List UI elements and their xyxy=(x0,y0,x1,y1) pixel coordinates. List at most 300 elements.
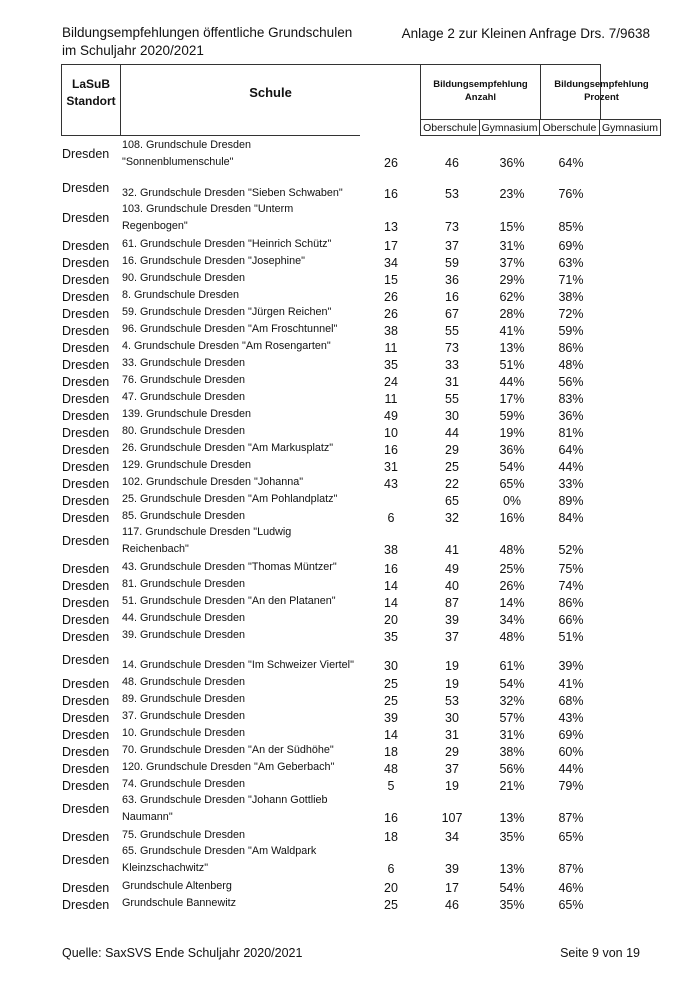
cell-gymnasium-prozent: 41% xyxy=(558,677,584,691)
cell-schule xyxy=(122,321,362,338)
cell-schule-line: 44. Grundschule Dresden xyxy=(122,612,246,624)
cell-gymnasium-prozent: 89% xyxy=(558,494,584,508)
subheader-gymnasium-anzahl: Gymnasium xyxy=(479,119,540,136)
cell-oberschule-anzahl: 34 xyxy=(384,256,398,270)
cell-schule-line: 139. Grundschule Dresden xyxy=(122,408,252,420)
cell-gymnasium-anzahl: 59 xyxy=(445,256,459,270)
annex-label: Anlage 2 zur Kleinen Anfrage Drs. 7/9638 xyxy=(401,26,650,41)
table-row xyxy=(0,627,700,644)
cell-standort: Dresden xyxy=(62,630,110,644)
cell-schule-line: 32. Grundschule Dresden "Sieben Schwaben" xyxy=(122,187,343,199)
cell-schule-line: 59. Grundschule Dresden "Jürgen Reichen" xyxy=(122,306,332,318)
cell-oberschule-prozent: 31% xyxy=(499,728,525,742)
cell-schule xyxy=(122,725,362,742)
cell-schule xyxy=(122,457,362,474)
cell-oberschule-anzahl: 49 xyxy=(384,409,398,423)
cell-oberschule-anzahl: 20 xyxy=(384,881,398,895)
cell-schule xyxy=(122,304,362,321)
table-row xyxy=(0,253,700,270)
cell-oberschule-prozent: 54% xyxy=(499,881,525,895)
table-row xyxy=(0,708,700,725)
cell-schule-line: 26. Grundschule Dresden "Am Markusplatz" xyxy=(122,442,334,454)
cell-oberschule-prozent: 32% xyxy=(499,694,525,708)
cell-schule-line: 39. Grundschule Dresden xyxy=(122,629,246,641)
cell-oberschule-anzahl: 14 xyxy=(384,596,398,610)
cell-schule xyxy=(122,389,362,406)
cell-standort: Dresden xyxy=(62,802,110,816)
table-row xyxy=(0,827,700,844)
subheader-oberschule-anzahl: Oberschule xyxy=(420,119,480,136)
cell-gymnasium-anzahl: 30 xyxy=(445,711,459,725)
cell-oberschule-anzahl: 5 xyxy=(387,779,395,793)
cell-oberschule-anzahl: 14 xyxy=(384,728,398,742)
cell-oberschule-prozent: 13% xyxy=(499,341,525,355)
table-row xyxy=(0,355,700,372)
cell-oberschule-prozent: 0% xyxy=(502,494,522,508)
cell-oberschule-anzahl: 48 xyxy=(384,762,398,776)
cell-oberschule-prozent: 36% xyxy=(499,156,525,170)
cell-standort: Dresden xyxy=(62,511,110,525)
cell-standort: Dresden xyxy=(62,762,110,776)
table-row xyxy=(0,423,700,440)
cell-standort: Dresden xyxy=(62,711,110,725)
cell-gymnasium-prozent: 72% xyxy=(558,307,584,321)
cell-gymnasium-anzahl: 34 xyxy=(445,830,459,844)
cell-schule-line: 10. Grundschule Dresden xyxy=(122,727,246,739)
cell-schule-line: 89. Grundschule Dresden xyxy=(122,693,246,705)
cell-schule xyxy=(122,406,362,423)
header-prozent-line1: Bildungsempfehlung xyxy=(554,79,649,90)
cell-schule-line: 47. Grundschule Dresden xyxy=(122,391,246,403)
cell-oberschule-prozent: 35% xyxy=(499,898,525,912)
cell-oberschule-anzahl: 16 xyxy=(384,811,398,825)
cell-standort: Dresden xyxy=(62,830,110,844)
cell-oberschule-anzahl: 35 xyxy=(384,358,398,372)
table-row xyxy=(0,338,700,355)
cell-standort: Dresden xyxy=(62,881,110,895)
cell-gymnasium-anzahl: 32 xyxy=(445,511,459,525)
cell-standort: Dresden xyxy=(62,579,110,593)
cell-schule xyxy=(122,593,362,610)
cell-schule xyxy=(122,508,362,525)
cell-schule xyxy=(122,253,362,270)
cell-schule-line: 61. Grundschule Dresden "Heinrich Schütz" xyxy=(122,238,332,250)
cell-standort: Dresden xyxy=(62,443,110,457)
cell-schule xyxy=(122,423,362,440)
cell-gymnasium-prozent: 85% xyxy=(558,220,584,234)
cell-standort: Dresden xyxy=(62,653,110,667)
cell-gymnasium-prozent: 69% xyxy=(558,239,584,253)
cell-oberschule-prozent: 62% xyxy=(499,290,525,304)
cell-oberschule-prozent: 29% xyxy=(499,273,525,287)
cell-gymnasium-anzahl: 31 xyxy=(445,375,459,389)
table-row xyxy=(0,644,700,674)
cell-oberschule-anzahl: 10 xyxy=(384,426,398,440)
subheader-oberschule-prozent: Oberschule xyxy=(539,119,600,136)
cell-oberschule-anzahl: 18 xyxy=(384,745,398,759)
cell-gymnasium-anzahl: 22 xyxy=(445,477,459,491)
cell-standort: Dresden xyxy=(62,898,110,912)
cell-standort: Dresden xyxy=(62,728,110,742)
cell-oberschule-anzahl: 31 xyxy=(384,460,398,474)
cell-schule xyxy=(122,674,362,691)
cell-gymnasium-prozent: 75% xyxy=(558,562,584,576)
cell-standort: Dresden xyxy=(62,239,110,253)
cell-gymnasium-anzahl: 37 xyxy=(445,762,459,776)
cell-schule-line: 4. Grundschule Dresden "Am Rosengarten" xyxy=(122,340,331,352)
cell-schule-line: 108. Grundschule Dresden xyxy=(122,139,252,151)
table-row xyxy=(0,270,700,287)
cell-oberschule-anzahl: 25 xyxy=(384,694,398,708)
table-row xyxy=(0,172,700,202)
header-anzahl-line1: Bildungsempfehlung xyxy=(433,79,528,90)
subheader-row xyxy=(61,119,658,136)
cell-standort: Dresden xyxy=(62,677,110,691)
cell-oberschule-prozent: 26% xyxy=(499,579,525,593)
cell-oberschule-prozent: 34% xyxy=(499,613,525,627)
cell-gymnasium-prozent: 44% xyxy=(558,460,584,474)
cell-schule xyxy=(122,355,362,372)
cell-oberschule-anzahl: 20 xyxy=(384,613,398,627)
cell-gymnasium-anzahl: 36 xyxy=(445,273,459,287)
cell-schule xyxy=(122,878,362,895)
cell-gymnasium-anzahl: 39 xyxy=(445,613,459,627)
cell-gymnasium-anzahl: 19 xyxy=(445,659,459,673)
table-row xyxy=(0,138,700,172)
cell-standort: Dresden xyxy=(62,562,110,576)
cell-oberschule-prozent: 31% xyxy=(499,239,525,253)
cell-gymnasium-prozent: 48% xyxy=(558,358,584,372)
cell-standort: Dresden xyxy=(62,613,110,627)
cell-standort: Dresden xyxy=(62,375,110,389)
table-row xyxy=(0,372,700,389)
table-border-left xyxy=(61,119,62,136)
cell-gymnasium-anzahl: 53 xyxy=(445,187,459,201)
cell-gymnasium-prozent: 39% xyxy=(558,659,584,673)
header-prozent-line2: Prozent xyxy=(584,92,619,103)
table-row xyxy=(0,440,700,457)
table-row xyxy=(0,776,700,793)
cell-gymnasium-prozent: 65% xyxy=(558,830,584,844)
cell-oberschule-anzahl: 6 xyxy=(387,511,395,525)
cell-gymnasium-prozent: 64% xyxy=(558,156,584,170)
table-row xyxy=(0,576,700,593)
cell-oberschule-prozent: 57% xyxy=(499,711,525,725)
cell-gymnasium-anzahl: 87 xyxy=(445,596,459,610)
cell-schule-line: 102. Grundschule Dresden "Johanna" xyxy=(122,476,304,488)
cell-gymnasium-prozent: 56% xyxy=(558,375,584,389)
cell-schule xyxy=(122,137,362,171)
cell-gymnasium-anzahl: 44 xyxy=(445,426,459,440)
cell-oberschule-anzahl: 30 xyxy=(384,659,398,673)
cell-oberschule-prozent: 28% xyxy=(499,307,525,321)
cell-gymnasium-anzahl: 25 xyxy=(445,460,459,474)
cell-gymnasium-anzahl: 29 xyxy=(445,745,459,759)
cell-schule xyxy=(122,827,362,844)
cell-oberschule-prozent: 25% xyxy=(499,562,525,576)
cell-schule-line: 74. Grundschule Dresden xyxy=(122,778,246,790)
cell-oberschule-anzahl: 14 xyxy=(384,579,398,593)
cell-gymnasium-prozent: 74% xyxy=(558,579,584,593)
cell-schule xyxy=(122,440,362,457)
cell-schule-line: Kleinzschachwitz" xyxy=(122,862,209,874)
cell-oberschule-prozent: 21% xyxy=(499,779,525,793)
cell-gymnasium-anzahl: 17 xyxy=(445,881,459,895)
cell-oberschule-prozent: 41% xyxy=(499,324,525,338)
cell-gymnasium-anzahl: 55 xyxy=(445,324,459,338)
header-standort-line2: Standort xyxy=(66,93,116,108)
table-row xyxy=(0,844,700,878)
cell-oberschule-prozent: 13% xyxy=(499,862,525,876)
cell-schule xyxy=(122,576,362,593)
cell-gymnasium-prozent: 81% xyxy=(558,426,584,440)
cell-standort: Dresden xyxy=(62,409,110,423)
cell-schule-line: 14. Grundschule Dresden "Im Schweizer Viertel" xyxy=(122,659,354,671)
cell-oberschule-anzahl: 16 xyxy=(384,187,398,201)
header-anzahl xyxy=(421,65,541,120)
cell-gymnasium-anzahl: 29 xyxy=(445,443,459,457)
table-row xyxy=(0,895,700,912)
cell-standort: Dresden xyxy=(62,392,110,406)
cell-gymnasium-prozent: 43% xyxy=(558,711,584,725)
cell-schule-line: Grundschule Altenberg xyxy=(122,880,232,892)
cell-oberschule-prozent: 14% xyxy=(499,596,525,610)
cell-schule xyxy=(122,657,362,674)
cell-schule-line: 96. Grundschule Dresden "Am Froschtunnel" xyxy=(122,323,338,335)
cell-schule-line: 117. Grundschule Dresden "Ludwig xyxy=(122,526,292,538)
cell-oberschule-anzahl: 16 xyxy=(384,562,398,576)
cell-schule-line: 76. Grundschule Dresden xyxy=(122,374,246,386)
cell-schule xyxy=(122,691,362,708)
cell-gymnasium-anzahl: 55 xyxy=(445,392,459,406)
cell-standort: Dresden xyxy=(62,745,110,759)
cell-oberschule-anzahl: 26 xyxy=(384,307,398,321)
cell-gymnasium-anzahl: 33 xyxy=(445,358,459,372)
cell-gymnasium-anzahl: 40 xyxy=(445,579,459,593)
cell-schule xyxy=(122,185,362,202)
cell-oberschule-anzahl: 18 xyxy=(384,830,398,844)
cell-gymnasium-prozent: 87% xyxy=(558,811,584,825)
page-number: Seite 9 von 19 xyxy=(560,946,640,960)
cell-standort: Dresden xyxy=(62,694,110,708)
cell-gymnasium-anzahl: 30 xyxy=(445,409,459,423)
cell-schule-line: 33. Grundschule Dresden xyxy=(122,357,246,369)
cell-gymnasium-prozent: 33% xyxy=(558,477,584,491)
cell-schule-line: 37. Grundschule Dresden xyxy=(122,710,246,722)
cell-gymnasium-anzahl: 49 xyxy=(445,562,459,576)
table-row xyxy=(0,474,700,491)
cell-schule-line: Naumann" xyxy=(122,811,173,823)
cell-oberschule-anzahl: 11 xyxy=(384,392,398,406)
cell-gymnasium-prozent: 71% xyxy=(558,273,584,287)
cell-standort: Dresden xyxy=(62,181,110,195)
cell-gymnasium-anzahl: 73 xyxy=(445,341,459,355)
cell-oberschule-prozent: 59% xyxy=(499,409,525,423)
cell-gymnasium-anzahl: 65 xyxy=(445,494,459,508)
cell-schule xyxy=(122,610,362,627)
cell-schule xyxy=(122,287,362,304)
table-row xyxy=(0,406,700,423)
table-row xyxy=(0,674,700,691)
cell-gymnasium-anzahl: 16 xyxy=(445,290,459,304)
cell-gymnasium-anzahl: 41 xyxy=(445,543,459,557)
cell-standort: Dresden xyxy=(62,307,110,321)
cell-schule-line: 103. Grundschule Dresden "Unterm xyxy=(122,203,294,215)
table-row xyxy=(0,491,700,508)
cell-oberschule-prozent: 35% xyxy=(499,830,525,844)
cell-gymnasium-prozent: 69% xyxy=(558,728,584,742)
table-row xyxy=(0,457,700,474)
cell-standort: Dresden xyxy=(62,211,110,225)
cell-gymnasium-prozent: 66% xyxy=(558,613,584,627)
title-line-2: im Schuljahr 2020/2021 xyxy=(62,43,204,58)
cell-gymnasium-anzahl: 39 xyxy=(445,862,459,876)
cell-schule xyxy=(122,201,362,235)
cell-standort: Dresden xyxy=(62,494,110,508)
table-row xyxy=(0,202,700,236)
cell-standort: Dresden xyxy=(62,324,110,338)
source-note: Quelle: SaxSVS Ende Schuljahr 2020/2021 xyxy=(62,946,303,960)
cell-schule xyxy=(122,792,362,826)
cell-gymnasium-anzahl: 31 xyxy=(445,728,459,742)
table-row xyxy=(0,593,700,610)
cell-standort: Dresden xyxy=(62,477,110,491)
cell-oberschule-prozent: 16% xyxy=(499,511,525,525)
cell-schule-line: 43. Grundschule Dresden "Thomas Müntzer" xyxy=(122,561,337,573)
cell-oberschule-anzahl: 15 xyxy=(384,273,398,287)
cell-schule xyxy=(122,742,362,759)
cell-schule-line: 75. Grundschule Dresden xyxy=(122,829,246,841)
cell-schule-line: 81. Grundschule Dresden xyxy=(122,578,246,590)
cell-oberschule-prozent: 54% xyxy=(499,460,525,474)
cell-schule xyxy=(122,843,362,877)
subheader-gymnasium-prozent: Gymnasium xyxy=(599,119,661,136)
cell-gymnasium-prozent: 44% xyxy=(558,762,584,776)
cell-oberschule-prozent: 13% xyxy=(499,811,525,825)
table-row xyxy=(0,610,700,627)
table-row xyxy=(0,559,700,576)
cell-schule-line: Grundschule Bannewitz xyxy=(122,897,237,909)
cell-schule xyxy=(122,759,362,776)
table-border-under-header xyxy=(61,135,360,136)
table-row xyxy=(0,287,700,304)
document-title xyxy=(62,24,352,60)
cell-oberschule-prozent: 56% xyxy=(499,762,525,776)
table-row xyxy=(0,389,700,406)
cell-schule-line: 120. Grundschule Dresden "Am Geberbach" xyxy=(122,761,335,773)
cell-gymnasium-anzahl: 19 xyxy=(445,677,459,691)
cell-gymnasium-anzahl: 37 xyxy=(445,239,459,253)
cell-gymnasium-anzahl: 46 xyxy=(445,156,459,170)
cell-oberschule-anzahl: 24 xyxy=(384,375,398,389)
cell-schule-line: 51. Grundschule Dresden "An den Platanen" xyxy=(122,595,336,607)
cell-gymnasium-anzahl: 46 xyxy=(445,898,459,912)
cell-gymnasium-prozent: 84% xyxy=(558,511,584,525)
cell-schule-line: 129. Grundschule Dresden xyxy=(122,459,252,471)
cell-oberschule-prozent: 44% xyxy=(499,375,525,389)
cell-gymnasium-anzahl: 67 xyxy=(445,307,459,321)
cell-schule-line: 63. Grundschule Dresden "Johann Gottlieb xyxy=(122,794,328,806)
cell-oberschule-anzahl: 39 xyxy=(384,711,398,725)
cell-oberschule-anzahl: 26 xyxy=(384,290,398,304)
table-row xyxy=(0,525,700,559)
cell-oberschule-prozent: 48% xyxy=(499,630,525,644)
header-schule: Schule xyxy=(121,65,421,120)
table-row xyxy=(0,793,700,827)
cell-oberschule-anzahl: 43 xyxy=(384,477,398,491)
cell-oberschule-prozent: 38% xyxy=(499,745,525,759)
cell-gymnasium-prozent: 87% xyxy=(558,862,584,876)
cell-gymnasium-prozent: 36% xyxy=(558,409,584,423)
cell-oberschule-prozent: 17% xyxy=(499,392,525,406)
title-line-1: Bildungsempfehlungen öffentliche Grundschulen xyxy=(62,25,353,40)
table-row xyxy=(0,742,700,759)
cell-schule-line: Reichenbach" xyxy=(122,543,189,555)
cell-gymnasium-prozent: 64% xyxy=(558,443,584,457)
cell-gymnasium-prozent: 52% xyxy=(558,543,584,557)
cell-oberschule-anzahl: 25 xyxy=(384,898,398,912)
cell-schule xyxy=(122,491,362,508)
cell-gymnasium-prozent: 38% xyxy=(558,290,584,304)
table-row xyxy=(0,236,700,253)
cell-schule-line: 8. Grundschule Dresden xyxy=(122,289,240,301)
cell-standort: Dresden xyxy=(62,596,110,610)
cell-gymnasium-prozent: 60% xyxy=(558,745,584,759)
cell-standort: Dresden xyxy=(62,341,110,355)
cell-oberschule-anzahl: 26 xyxy=(384,156,398,170)
table-header xyxy=(61,64,649,119)
cell-schule-line: Regenbogen" xyxy=(122,220,188,232)
cell-oberschule-prozent: 23% xyxy=(499,187,525,201)
cell-oberschule-anzahl: 11 xyxy=(384,341,398,355)
cell-gymnasium-prozent: 59% xyxy=(558,324,584,338)
cell-schule xyxy=(122,895,362,912)
table-divider-standort xyxy=(120,119,121,136)
cell-gymnasium-prozent: 86% xyxy=(558,596,584,610)
cell-standort: Dresden xyxy=(62,534,110,548)
cell-schule-line: 90. Grundschule Dresden xyxy=(122,272,246,284)
cell-gymnasium-prozent: 68% xyxy=(558,694,584,708)
cell-gymnasium-prozent: 83% xyxy=(558,392,584,406)
cell-gymnasium-anzahl: 19 xyxy=(445,779,459,793)
table-row xyxy=(0,321,700,338)
table-row xyxy=(0,508,700,525)
cell-standort: Dresden xyxy=(62,290,110,304)
cell-standort: Dresden xyxy=(62,256,110,270)
cell-oberschule-prozent: 15% xyxy=(499,220,525,234)
cell-gymnasium-prozent: 63% xyxy=(558,256,584,270)
cell-schule-line: 16. Grundschule Dresden "Josephine" xyxy=(122,255,305,267)
cell-oberschule-prozent: 54% xyxy=(499,677,525,691)
cell-standort: Dresden xyxy=(62,147,110,161)
cell-oberschule-prozent: 51% xyxy=(499,358,525,372)
cell-oberschule-anzahl: 38 xyxy=(384,543,398,557)
cell-standort: Dresden xyxy=(62,853,110,867)
cell-schule xyxy=(122,338,362,355)
cell-schule xyxy=(122,524,362,558)
cell-oberschule-prozent: 65% xyxy=(499,477,525,491)
cell-standort: Dresden xyxy=(62,460,110,474)
cell-gymnasium-prozent: 86% xyxy=(558,341,584,355)
header-anzahl-line2: Anzahl xyxy=(464,92,497,103)
cell-oberschule-prozent: 48% xyxy=(499,543,525,557)
cell-schule-line: 25. Grundschule Dresden "Am Pohlandplatz" xyxy=(122,493,338,505)
cell-oberschule-prozent: 37% xyxy=(499,256,525,270)
cell-gymnasium-prozent: 51% xyxy=(558,630,584,644)
table-row xyxy=(0,304,700,321)
cell-schule xyxy=(122,627,362,644)
cell-oberschule-anzahl: 38 xyxy=(384,324,398,338)
